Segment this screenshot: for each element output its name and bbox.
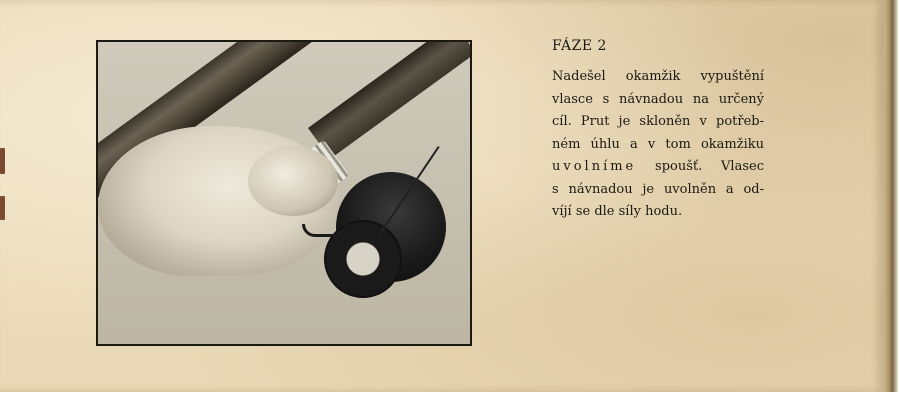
page-edge [884, 0, 898, 392]
rod-handle-shape [308, 40, 472, 159]
paragraph-line: ném úhlu a v tom okamžiku [552, 136, 764, 152]
trigger-shape [302, 224, 348, 237]
paragraph-line: Nadešel okamžik vypuštění [552, 69, 764, 84]
thumb-shape [248, 146, 338, 216]
paragraph-fragment: spoušť. Vlasec [636, 159, 764, 174]
scan-margin [0, 392, 900, 414]
hand-holding-reel-photo [96, 40, 472, 346]
paragraph-line: cíl. Prut je skloněn v potřeb- [552, 114, 764, 129]
phase-heading: FÁZE 2 [552, 38, 607, 54]
paragraph-line: víjí se dle síly hodu. [552, 204, 683, 219]
paragraph-line: s návnadou je uvolněn a od- [552, 181, 764, 197]
binding-staple [0, 196, 5, 220]
binding-staple [0, 148, 5, 174]
text-block [552, 38, 764, 224]
emphasized-word: uvolníme [552, 159, 637, 174]
paragraph-line [552, 156, 764, 179]
paragraph-line: vlasce s návnadou na určený [552, 91, 764, 107]
